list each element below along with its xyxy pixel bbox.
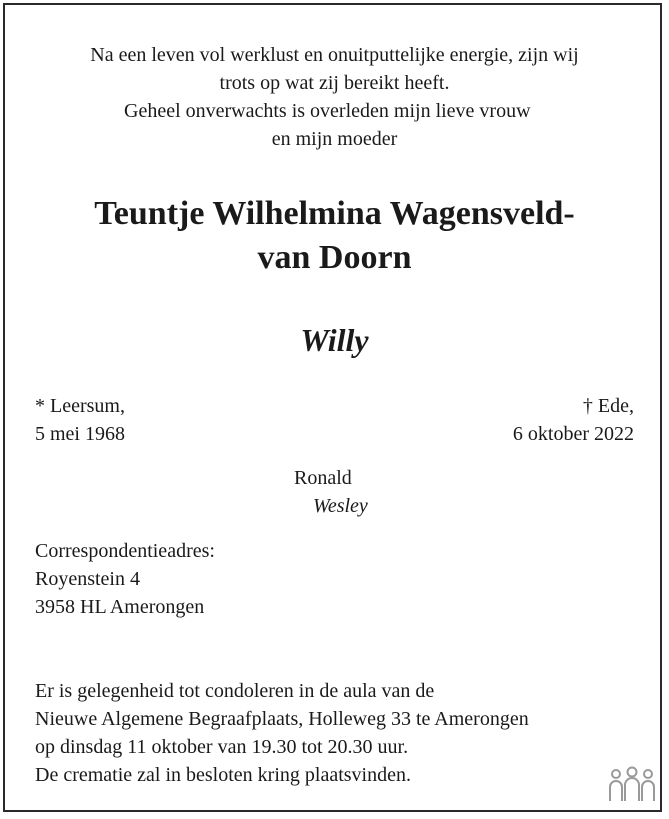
correspondence-street: Royenstein 4	[35, 568, 140, 590]
intro-line-2: trots op wat zij bereikt heeft.	[219, 72, 450, 94]
people-group-icon	[608, 765, 656, 805]
ceremony-line-4: De crematie zal in besloten kring plaatsvinden.	[35, 764, 411, 786]
correspondence-label: Correspondentieadres:	[35, 540, 215, 562]
birth-place: * Leersum,	[35, 395, 125, 417]
ceremony-line-1: Er is gelegenheid tot condoleren in de aula van de	[35, 680, 435, 702]
correspondence-city: 3958 HL Amerongen	[35, 596, 205, 618]
family-member-2: Wesley	[313, 495, 368, 517]
deceased-nickname: Willy	[300, 322, 369, 358]
deceased-name-line-2: van Doorn	[257, 239, 412, 276]
birth-date: 5 mei 1968	[35, 423, 125, 445]
intro-line-4: en mijn moeder	[271, 128, 398, 150]
ceremony-line-3: op dinsdag 11 oktober van 19.30 tot 20.30 uur.	[35, 736, 409, 758]
family-member-1: Ronald	[294, 467, 352, 489]
deceased-name-line-1: Teuntje Wilhelmina Wagensveld-	[94, 195, 575, 232]
intro-line-1: Na een leven vol werklust en onuitputtelijke energie, zijn wij	[90, 44, 579, 66]
intro-line-3: Geheel onverwachts is overleden mijn lieve vrouw	[124, 100, 531, 122]
ceremony-line-2: Nieuwe Algemene Begraafplaats, Holleweg 33 te Amerongen	[35, 708, 529, 730]
death-place: † Ede,	[582, 395, 634, 417]
death-date: 6 oktober 2022	[512, 423, 634, 445]
